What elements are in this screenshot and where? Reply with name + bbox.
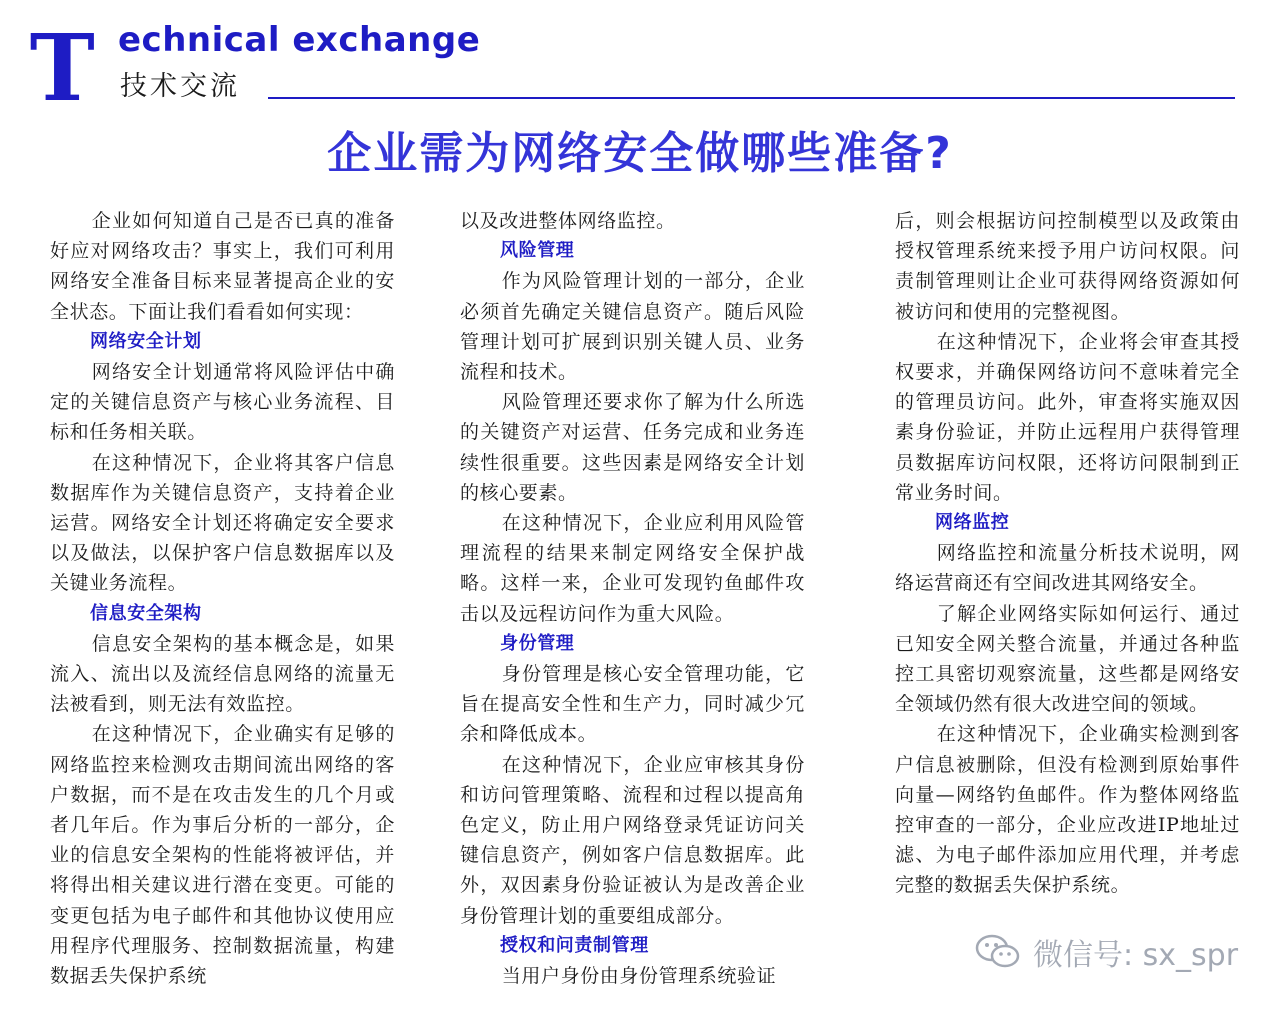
subheading-network-monitoring: 网络监控	[935, 512, 1010, 534]
paragraph: 在这种情况下，企业确实有足够的网络监控来检测攻击期间流出网络的客户数据，而不是在攻击发生的几个月或者几年后。作为事后分析的一部分，企业的信息安全架构的性能将被评估，并将得出相关建议进行潜在变更。可能的变更包括为电子邮件和其他协议使用应用程序代理服务、控制数据流量，构建数据丢失保护系统	[50, 723, 395, 988]
paragraph: 在这种情况下，企业将其客户信息数据库作为关键信息资产，支持着企业运营。网络安全计划还将确定安全要求以及做法，以保护客户信息数据库以及关键业务流程。	[50, 451, 395, 595]
subheading-risk-management: 风险管理	[500, 240, 575, 262]
section-chinese-label: 技术交流	[120, 71, 240, 102]
paragraph: 了解企业网络实际如何运行、通过已知安全网关整合流量，并通过各种监控工具密切观察流量，这些都是网络安全领域仍然有很大改进空间的领域。	[895, 602, 1240, 716]
section-english-title: echnical exchange	[118, 20, 481, 60]
paragraph: 在这种情况下，企业将会审查其授权要求，并确保网络访问不意味着完全的管理员访问。此外，审查将实施双因素身份验证，并防止远程用户获得管理员数据库访问权限，还将访问限制到正常业务时间。	[895, 330, 1240, 504]
subheading-authorization-accountability: 授权和问责制管理	[500, 934, 649, 956]
paragraph: 以及改进整体网络监控。	[460, 210, 676, 232]
paragraph: 身份管理是核心安全管理功能，它旨在提高安全性和生产力，同时减少冗余和降低成本。	[460, 663, 805, 746]
wechat-watermark	[975, 930, 1238, 974]
paragraph: 企业如何知道自己是否已真的准备好应对网络攻击？事实上，我们可利用网络安全准备目标来显著提高企业的安全状态。下面让我们看看如何实现：	[50, 210, 395, 323]
subheading-infosec-architecture: 信息安全架构	[90, 602, 202, 624]
subheading-identity-management: 身份管理	[500, 632, 575, 654]
wechat-icon	[975, 933, 1021, 971]
paragraph: 网络监控和流量分析技术说明，网络运营商还有空间改进其网络安全。	[895, 542, 1240, 595]
paragraph: 后，则会根据访问控制模型以及政策由授权管理系统来授予用户访问权限。问责制管理则让企业可获得网络资源如何被访问和使用的完整视图。	[895, 210, 1240, 323]
section-initial-letter: T	[29, 14, 95, 122]
paragraph: 在这种情况下，企业确实检测到客户信息被删除，但没有检测到原始事件向量—网络钓鱼邮件。作为整体网络监控审查的一部分，企业应改进IP地址过滤、为电子邮件添加应用代理，并考虑完整的数据丢失保护系统。	[895, 723, 1240, 897]
article-column-3	[895, 206, 1240, 901]
paragraph: 作为风险管理计划的一部分，企业必须首先确定关键信息资产。随后风险管理计划可扩展到识别关键人员、业务流程和技术。	[460, 270, 805, 384]
paragraph: 风险管理还要求你了解为什么所选的关键资产对运营、任务完成和业务连续性很重要。这些因素是网络安全计划的核心要素。	[460, 391, 805, 504]
header-rule	[268, 97, 1235, 99]
article-column-2	[460, 206, 805, 991]
paragraph: 当用户身份由身份管理系统验证	[501, 965, 777, 988]
paragraph: 在这种情况下，企业应利用风险管理流程的结果来制定网络安全保护战略。这样一来，企业可发现钓鱼邮件攻击以及远程访问作为重大风险。	[460, 512, 805, 625]
article-title: 企业需为网络安全做哪些准备?	[327, 128, 953, 179]
subheading-network-security-plan: 网络安全计划	[90, 330, 202, 352]
paragraph: 在这种情况下，企业应审核其身份和访问管理策略、流程和过程以提高角色定义，防止用户网络登录凭证访问关键信息资产，例如客户信息数据库。此外，双因素身份验证被认为是改善企业身份管理计划的重要组成部分。	[460, 753, 805, 927]
article-column-1	[50, 206, 395, 991]
paragraph: 信息安全架构的基本概念是，如果流入、流出以及流经信息网络的流量无法被看到，则无法有效监控。	[50, 632, 395, 716]
watermark-text: 微信号: sx_spr	[1033, 938, 1239, 973]
paragraph: 网络安全计划通常将风险评估中确定的关键信息资产与核心业务流程、目标和任务相关联。	[50, 361, 395, 444]
